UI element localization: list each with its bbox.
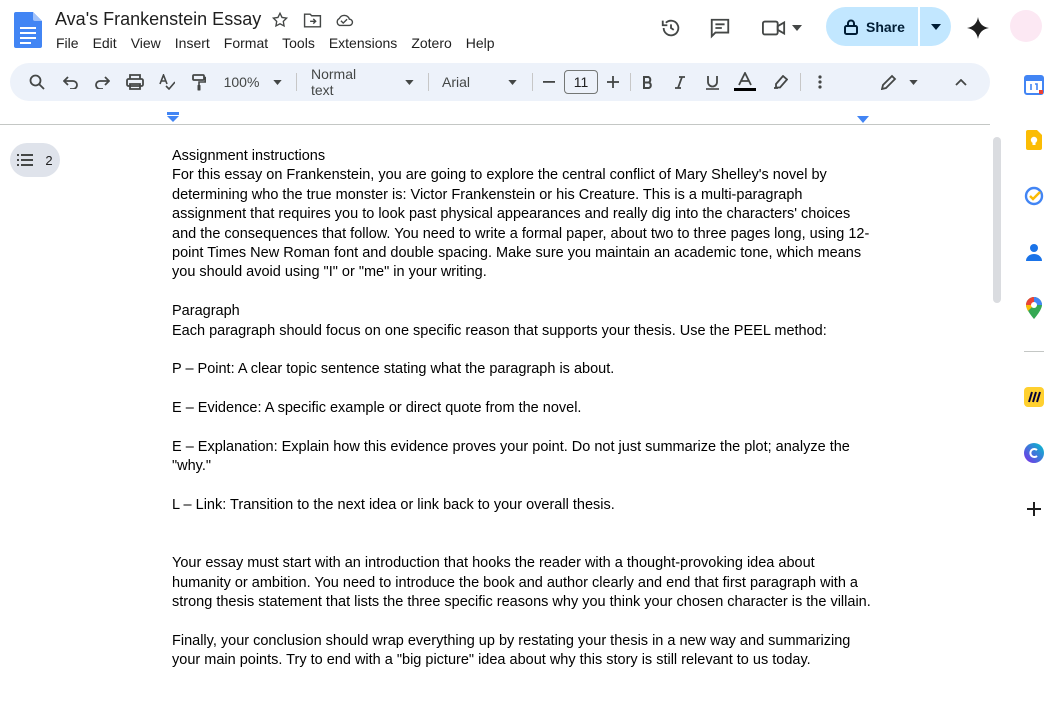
underline-button[interactable]: [701, 63, 723, 101]
menu-zotero[interactable]: Zotero: [411, 35, 452, 51]
keep-icon: [1026, 130, 1042, 150]
spellcheck-icon: [159, 74, 175, 90]
menu-insert[interactable]: Insert: [174, 35, 210, 51]
meet-icon: [762, 19, 786, 37]
plus-icon: [607, 76, 619, 88]
avatar[interactable]: [1010, 10, 1042, 42]
increase-font-size-button[interactable]: [602, 63, 624, 101]
chevron-up-icon: [955, 79, 967, 86]
paragraph-introduction-req: Your essay must start with an introduction that hooks the reader with a thought-provoking idea about humanity or ambition. You need to introduce the book and author clearly and end that first paragraph with a strong thesis statement that lists the three specific reasons why you think your chosen character is the villain.: [172, 555, 871, 611]
chevron-down-icon: [792, 25, 802, 31]
more-options-button[interactable]: [810, 63, 830, 101]
print-button[interactable]: [122, 63, 148, 101]
version-history-button[interactable]: [651, 8, 691, 48]
app-header: [0, 0, 1055, 62]
highlight-color-button[interactable]: [769, 63, 791, 101]
miro-icon: [1024, 387, 1044, 407]
peel-link: L – Link: Transition to the next idea or link back to your overall thesis.: [172, 497, 615, 514]
more-vert-icon: [818, 75, 822, 89]
docs-logo-icon[interactable]: [14, 12, 42, 48]
text-color-icon: [734, 72, 756, 92]
paragraph-conclusion-req: Finally, your conclusion should wrap everything up by restating your thesis in a new way and summarizing your main points. Try to end with a "big picture" idea about why this story is still relevant to us today.: [172, 633, 851, 669]
document-title[interactable]: Ava's Frankenstein Essay: [55, 9, 262, 29]
chevron-down-icon: [508, 80, 517, 85]
italic-button[interactable]: [669, 63, 691, 101]
keep-button[interactable]: [1019, 125, 1049, 155]
heading-assignment-instructions: Assignment instructions: [172, 148, 326, 164]
lock-icon: [844, 19, 858, 35]
text-color-button[interactable]: [733, 63, 757, 101]
zoom-value: 100%: [223, 74, 260, 90]
menu-help[interactable]: Help: [465, 35, 495, 51]
font-size-input[interactable]: [564, 70, 598, 94]
paint-format-icon: [192, 74, 206, 91]
highlighter-icon: [773, 75, 788, 89]
underline-icon: [706, 75, 719, 90]
maps-button[interactable]: [1019, 293, 1049, 323]
calendar-button[interactable]: [1019, 70, 1049, 100]
style-value: Normal text: [311, 66, 357, 98]
get-add-ons-button[interactable]: [1019, 494, 1049, 524]
formatting-toolbar: [10, 63, 990, 101]
side-panel-divider: [1024, 351, 1044, 352]
gemini-button[interactable]: [958, 8, 998, 48]
search-menus-button[interactable]: [24, 63, 50, 101]
menu-bar: [49, 35, 502, 51]
ruler: [0, 124, 990, 125]
chevron-down-icon: [405, 80, 414, 85]
share-label: Share: [866, 18, 905, 35]
decrease-font-size-button[interactable]: [538, 63, 560, 101]
cloud-status-icon[interactable]: [334, 10, 354, 30]
right-indent-marker[interactable]: [857, 116, 869, 123]
peel-point: P – Point: A clear topic sentence stating what the paragraph is about.: [172, 361, 615, 378]
tasks-icon: [1024, 186, 1044, 206]
share-dropdown-button[interactable]: [920, 24, 951, 30]
move-folder-icon[interactable]: [302, 10, 322, 30]
canva-icon: [1024, 443, 1044, 463]
heading-paragraph: Paragraph: [172, 303, 240, 320]
tasks-button[interactable]: [1019, 181, 1049, 211]
redo-icon: [94, 75, 110, 89]
chevron-down-icon: [909, 80, 918, 85]
redo-button[interactable]: [89, 63, 115, 101]
add-icon: [1027, 502, 1041, 516]
menu-view[interactable]: View: [130, 35, 161, 51]
peel-explanation: E – Explanation: Explain how this evidence proves your point. Do not just summarize the plot; analyze the "why.": [172, 439, 850, 475]
bold-button[interactable]: [637, 63, 659, 101]
font-value: Arial: [442, 74, 471, 90]
star-icon[interactable]: [270, 10, 290, 30]
font-select[interactable]: [434, 63, 526, 101]
chevron-down-icon: [931, 24, 941, 30]
outline-count: 2: [45, 152, 53, 168]
undo-button[interactable]: [58, 63, 84, 101]
editing-mode-button[interactable]: [878, 63, 920, 101]
contacts-icon: [1026, 243, 1042, 261]
comment-icon: [709, 17, 731, 39]
paint-format-button[interactable]: [186, 63, 212, 101]
calendar-icon: [1024, 75, 1044, 95]
gemini-icon: [966, 16, 990, 40]
menu-tools[interactable]: Tools: [282, 35, 315, 51]
maps-icon: [1026, 297, 1042, 319]
menu-format[interactable]: Format: [223, 35, 269, 51]
spelling-button[interactable]: [154, 63, 180, 101]
peel-evidence: E – Evidence: A specific example or direct quote from the novel.: [172, 400, 582, 417]
hide-menus-button[interactable]: [950, 63, 972, 101]
paragraph-peel-intro: Each paragraph should focus on one specific reason that supports your thesis. Use the PEEL method:: [172, 322, 827, 339]
left-indent-marker[interactable]: [167, 112, 179, 122]
undo-icon: [63, 75, 79, 89]
list-icon: [17, 154, 33, 166]
italic-icon: [674, 76, 686, 89]
bold-icon: [642, 76, 654, 89]
chevron-down-icon: [273, 80, 282, 85]
menu-extensions[interactable]: Extensions: [328, 35, 398, 51]
history-icon: [660, 17, 682, 39]
paragraph-intro: For this essay on Frankenstein, you are going to explore the central conflict of Mary Shelley's novel by determining who the true monster is: Victor Frankenstein or his Creature. This is a multi-paragraph assignment that requires you to look past physical appearances and really dig into the characters' choices and the consequences that follow. You need to write a formal paper, about two to three pages long, using 12-point Times New Roman font and double spacing. Make sure you maintain an academic tone, which means you should avoid using "I" or "me" in your writing.: [172, 167, 870, 281]
zoom-select[interactable]: [218, 63, 288, 101]
minus-icon: [543, 81, 555, 83]
meet-button[interactable]: [757, 8, 807, 48]
scrollbar[interactable]: [993, 137, 1001, 303]
pencil-icon: [881, 74, 897, 90]
print-icon: [126, 74, 144, 90]
document-outline-button[interactable]: [10, 143, 60, 177]
comments-button[interactable]: [700, 8, 740, 48]
menu-file[interactable]: File: [56, 35, 79, 51]
menu-edit[interactable]: Edit: [92, 35, 117, 51]
miro-button[interactable]: [1019, 382, 1049, 412]
document-body[interactable]: [172, 147, 872, 671]
style-select[interactable]: [304, 63, 414, 101]
canva-button[interactable]: [1019, 438, 1049, 468]
search-icon: [29, 74, 45, 90]
share-button-group: [826, 7, 951, 46]
contacts-button[interactable]: [1019, 237, 1049, 267]
share-button[interactable]: [826, 7, 918, 46]
